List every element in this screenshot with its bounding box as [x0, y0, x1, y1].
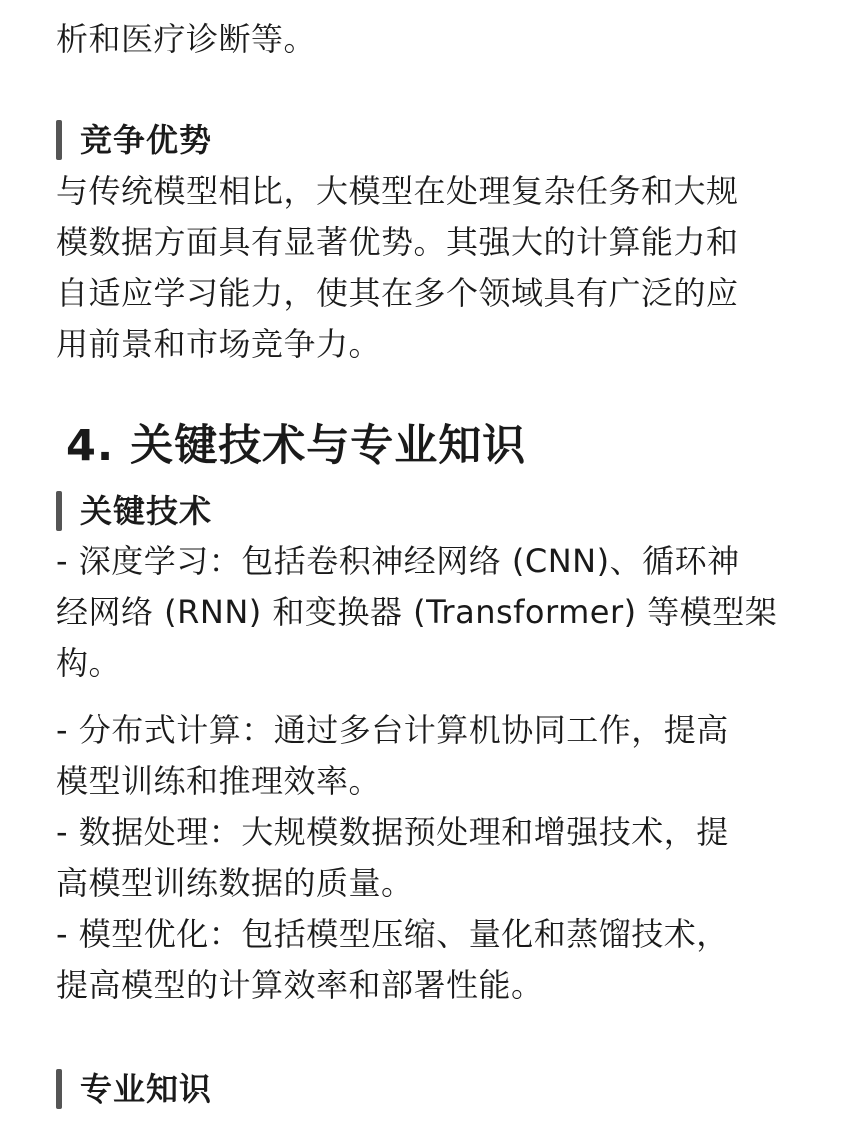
list-item-line: 构。: [56, 644, 122, 682]
list-item-line: - 模型优化：包括模型压缩、量化和蒸馏技术，: [56, 915, 729, 953]
list-item-line: 经网络 (RNN) 和变换器 (Transformer) 等模型架: [56, 593, 778, 631]
distributed-computing-item: [56, 705, 786, 807]
competitive-advantage-heading: [56, 120, 212, 160]
professional-knowledge-heading-text: 专业知识: [80, 1070, 213, 1108]
section-title: 4. 关键技术与专业知识: [66, 421, 527, 471]
intro-paragraph: [56, 14, 786, 65]
paragraph-line: 与传统模型相比，大模型在处理复杂任务和大规: [56, 172, 739, 210]
list-item-line: 高模型训练数据的质量。: [56, 864, 414, 902]
competitive-advantage-heading-text: 竞争优势: [80, 121, 213, 159]
paragraph-line: 模数据方面具有显著优势。其强大的计算能力和: [56, 223, 739, 261]
professional-knowledge-heading: [56, 1069, 212, 1109]
list-item-line: 模型训练和推理效率。: [56, 762, 382, 800]
paragraph-line: 用前景和市场竞争力。: [56, 325, 382, 363]
competitive-advantage-paragraph: [56, 166, 786, 370]
list-item-line: - 分布式计算：通过多台计算机协同工作，提高: [56, 711, 729, 749]
key-technologies-heading: [56, 491, 212, 531]
deep-learning-item: [56, 536, 786, 689]
heading-accent-bar: [56, 491, 62, 531]
paragraph-line: 自适应学习能力，使其在多个领域具有广泛的应: [56, 274, 739, 312]
heading-accent-bar: [56, 120, 62, 160]
list-item-line: - 数据处理：大规模数据预处理和增强技术，提: [56, 813, 729, 851]
model-optimization-item: [56, 909, 786, 1011]
key-technologies-heading-text: 关键技术: [80, 492, 213, 530]
data-processing-item: [56, 807, 786, 909]
list-item-line: - 深度学习：包括卷积神经网络 (CNN)、循环神: [56, 542, 740, 580]
list-item-line: 提高模型的计算效率和部署性能。: [56, 966, 544, 1004]
heading-accent-bar: [56, 1069, 62, 1109]
intro-line: 析和医疗诊断等。: [56, 20, 317, 58]
